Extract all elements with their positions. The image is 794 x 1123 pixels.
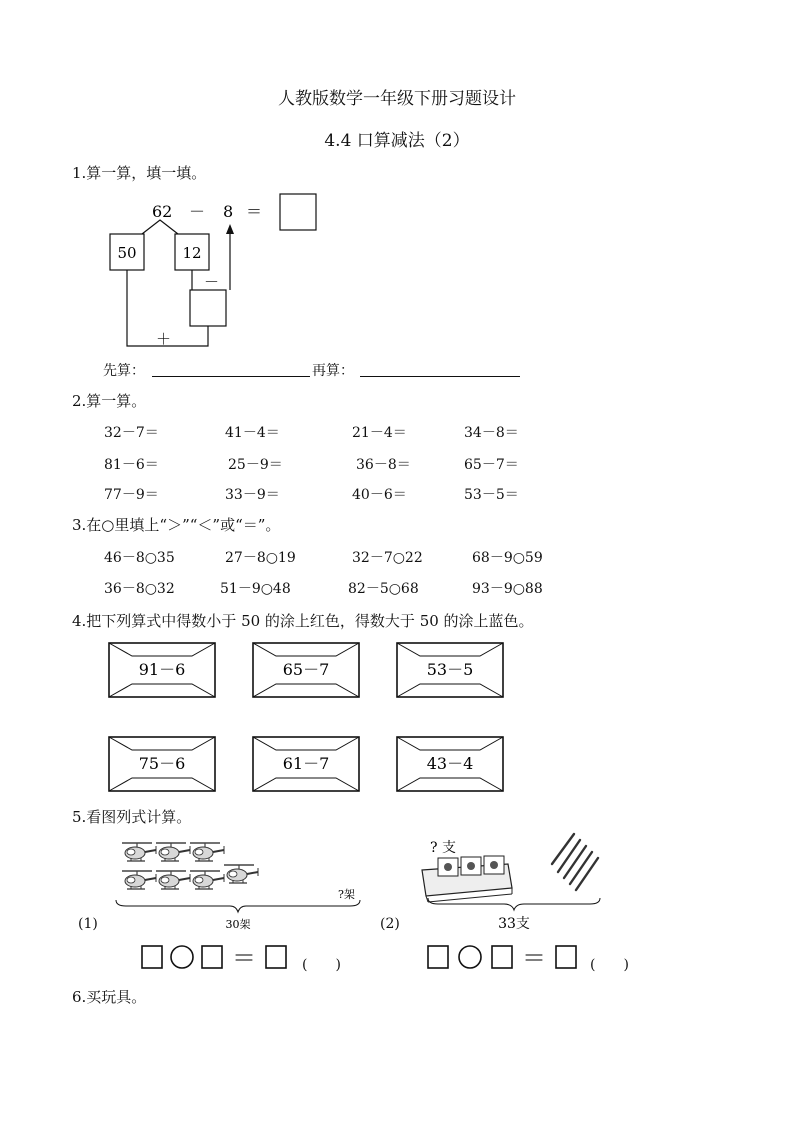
- q5-p1-total: 30架: [225, 918, 251, 931]
- q5-p1-box-result[interactable]: [266, 946, 286, 968]
- q1-then-label: 再算：: [312, 363, 354, 379]
- q2-item: 32－7＝: [104, 425, 159, 441]
- q5-p2-box-result[interactable]: [556, 946, 576, 968]
- q5-p1-operator-circle[interactable]: [171, 946, 193, 968]
- q2-item: 53－5＝: [464, 487, 519, 503]
- q5-p1-paren[interactable]: ( ): [302, 957, 341, 973]
- q2-item: 65－7＝: [464, 457, 519, 473]
- q2-item: 34－8＝: [464, 425, 519, 441]
- q2-item: 36－8＝: [356, 457, 411, 473]
- q2-label: 2.算一算。: [72, 392, 147, 410]
- q3-item[interactable]: 93－9○88: [472, 581, 543, 597]
- q5-p2-box-a[interactable]: [428, 946, 448, 968]
- q3-item[interactable]: 32－7○22: [352, 550, 423, 566]
- q2-item: 77－9＝: [104, 487, 159, 503]
- helicopter-icon: [224, 865, 258, 883]
- arrow-up-icon: [226, 224, 234, 234]
- q1-first-label: 先算：: [103, 363, 145, 379]
- q2-item: 40－6＝: [352, 487, 407, 503]
- q2-item: 25－9＝: [228, 457, 283, 473]
- q5-p2-operator-circle[interactable]: [459, 946, 481, 968]
- q1-split-b: 12: [182, 244, 202, 262]
- pencils-icon: [552, 834, 598, 890]
- q3-label: 3.在○里填上“＞”“＜”或“＝”。: [72, 516, 281, 534]
- q5-p2-box-b[interactable]: [492, 946, 512, 968]
- helicopter-icon: [190, 843, 224, 861]
- q1-diagram: [100, 190, 340, 355]
- q1-minus-sign: －: [204, 273, 220, 291]
- page-title: 人教版数学一年级下册习题设计: [278, 89, 516, 109]
- q3-item[interactable]: 46－8○35: [104, 550, 175, 566]
- q5-p2-number: (2): [380, 916, 400, 932]
- q4-card[interactable]: [396, 642, 504, 698]
- q4-card-text: 65－7: [282, 660, 330, 679]
- q1-equals: ＝: [246, 202, 263, 221]
- q2-item: 81－6＝: [104, 457, 159, 473]
- q2-item: 21－4＝: [352, 425, 407, 441]
- q1-middle-box[interactable]: [190, 290, 226, 326]
- q3-item[interactable]: 36－8○32: [104, 581, 175, 597]
- q4-card[interactable]: [396, 736, 504, 792]
- helicopter-icon: [190, 871, 224, 889]
- q4-card-text: 75－6: [138, 754, 186, 773]
- q5-pencil-picture: [420, 830, 610, 936]
- q5-helicopter-picture: [112, 836, 364, 936]
- q1-plus-sign: ＋: [156, 330, 172, 348]
- q5-p1-equals: ＝: [232, 944, 256, 972]
- q3-item[interactable]: 27－8○19: [225, 550, 296, 566]
- q1-answer-box[interactable]: [280, 194, 316, 230]
- helicopter-icon: [156, 843, 190, 861]
- q3-item[interactable]: 51－9○48: [220, 581, 291, 597]
- q1-operator: －: [189, 202, 206, 221]
- helicopter-icon: [156, 871, 190, 889]
- q5-p1-box-a[interactable]: [142, 946, 162, 968]
- q5-p2-equation: [426, 944, 582, 972]
- helicopter-icon: [122, 871, 156, 889]
- q5-p2-equals: ＝: [522, 944, 546, 972]
- q5-p2-total: 33支: [498, 916, 530, 932]
- q1-label: 1.算一算，填一填。: [72, 164, 207, 182]
- q5-p2-paren[interactable]: ( ): [590, 957, 629, 973]
- q1-number-2: 8: [223, 202, 234, 221]
- q1-split-a: 50: [117, 244, 137, 262]
- q4-card[interactable]: [108, 736, 216, 792]
- q4-card[interactable]: [252, 736, 360, 792]
- q5-p2-question: ? 支: [430, 840, 456, 856]
- q1-split-lines: [142, 220, 178, 234]
- q1-number-1: 62: [152, 202, 173, 221]
- q5-p1-number: (1): [78, 916, 98, 932]
- q2-item: 41－4＝: [225, 425, 280, 441]
- pencil-box-icon: [422, 856, 512, 902]
- q4-card-text: 53－5: [426, 660, 474, 679]
- q5-label: 5.看图列式计算。: [72, 808, 192, 826]
- q4-card-text: 43－4: [426, 754, 474, 773]
- q5-p1-equation: [140, 944, 292, 972]
- q3-item[interactable]: 82－5○68: [348, 581, 419, 597]
- q5-p1-brace: [116, 900, 360, 912]
- q4-card-text: 91－6: [138, 660, 186, 679]
- q5-p1-question: ?架: [338, 888, 355, 901]
- q6-label: 6.买玩具。: [72, 988, 147, 1006]
- q4-card[interactable]: [252, 642, 360, 698]
- q2-item: 33－9＝: [225, 487, 280, 503]
- q4-card[interactable]: [108, 642, 216, 698]
- q4-label: 4.把下列算式中得数小于 50 的涂上红色，得数大于 50 的涂上蓝色。: [72, 612, 534, 630]
- q4-card-text: 61－7: [282, 754, 330, 773]
- helicopter-icon: [122, 843, 156, 861]
- page-subtitle: 4.4 口算减法（2）: [324, 131, 470, 151]
- q5-p1-box-b[interactable]: [202, 946, 222, 968]
- q3-item[interactable]: 68－9○59: [472, 550, 543, 566]
- q1-first-blank[interactable]: [152, 376, 310, 377]
- q1-then-blank[interactable]: [360, 376, 520, 377]
